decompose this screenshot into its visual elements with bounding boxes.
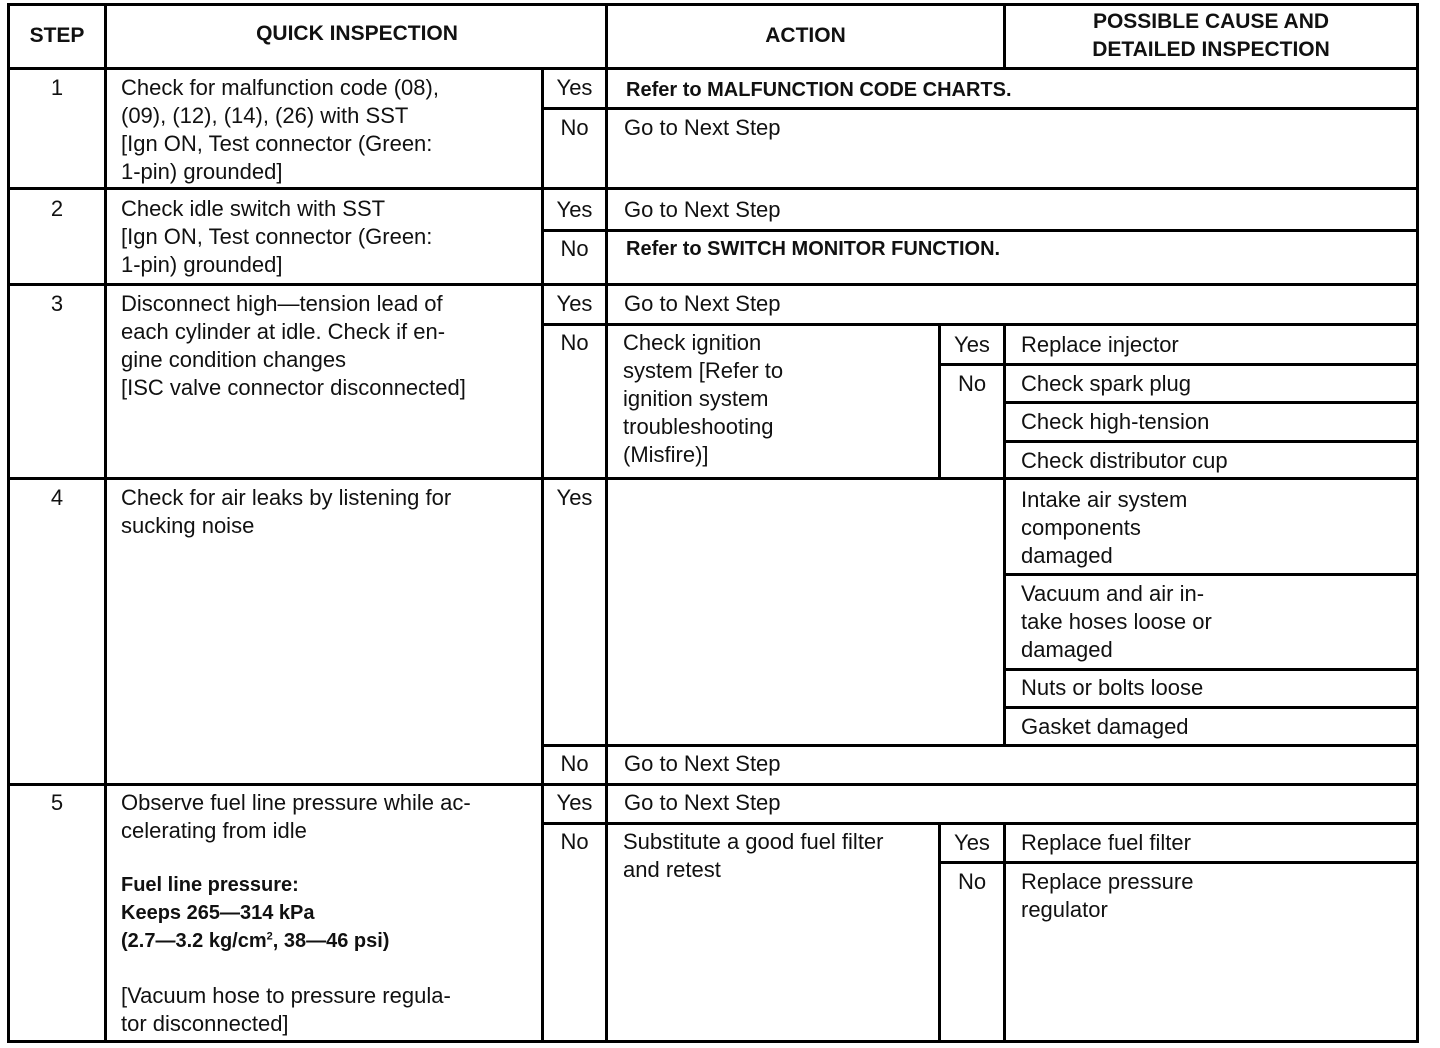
pressure-range: Keeps 265—314 kPa <box>121 902 315 924</box>
fuel-pressure-spec <box>121 871 539 955</box>
action-text: Go to Next Step <box>624 751 781 776</box>
action-text: Go to Next Step <box>624 115 781 140</box>
rule-step4-yes-bottom <box>541 744 1419 747</box>
cause-text: Gasket damaged <box>1021 714 1189 739</box>
yes-label: Yes <box>556 75 593 100</box>
step-note: [Vacuum hose to pressure regula- tor disconnected] <box>121 983 451 1036</box>
sub-yes-label: Yes <box>954 332 990 357</box>
rule-step2-bottom <box>7 283 1419 286</box>
step-inspection: Check idle switch with SST [Ign ON, Test connector (Green: 1-pin) grounded] <box>121 196 433 277</box>
cause-text: Vacuum and air in- take hoses loose or damaged <box>1021 581 1212 662</box>
sub-no-label: No <box>957 869 987 894</box>
header-action: ACTION <box>765 24 846 47</box>
cause-text: Check distributor cup <box>1021 448 1228 473</box>
rule-step5-yes <box>541 822 1419 825</box>
step-inspection: Check for malfunction code (08), (09), (12), (14), (26) with SST [Ign ON, Test connector (Green: 1-pin) grounded] <box>121 75 439 184</box>
rule-step4-bottom <box>7 783 1419 786</box>
rule-bottom <box>7 1040 1419 1043</box>
step-inspection: Disconnect high—tension lead of each cylinder at idle. Check if en- gine condition changes [ISC valve connector disconnected] <box>121 291 466 400</box>
sub-yes-label: Yes <box>954 830 990 855</box>
action-text: Refer to MALFUNCTION CODE CHARTS. <box>626 79 1012 101</box>
action-text: Refer to SWITCH MONITOR FUNCTION. <box>626 238 1001 260</box>
no-label: No <box>560 115 589 140</box>
header-possible-cause-1: POSSIBLE CAUSE AND <box>1092 10 1330 33</box>
step-number: 4 <box>50 485 64 510</box>
rule-step3-cause1 <box>938 363 1419 366</box>
yes-label: Yes <box>556 291 593 316</box>
step-number: 3 <box>50 291 64 316</box>
action-text: Go to Next Step <box>624 197 781 222</box>
action-text: Go to Next Step <box>624 790 781 815</box>
yes-label: Yes <box>556 197 593 222</box>
header-step: STEP <box>29 24 85 47</box>
no-label: No <box>560 829 589 854</box>
yes-label: Yes <box>556 485 593 510</box>
step-inspection: Check for air leaks by listening for sucking noise <box>121 485 452 538</box>
sub-no-label: No <box>957 371 987 396</box>
cause-text: Check spark plug <box>1021 371 1191 396</box>
rule-after-yesno <box>605 3 608 1043</box>
rule-step5-sub-b <box>1003 822 1006 1043</box>
rule-step1-yes <box>541 107 1419 110</box>
no-label: No <box>560 330 589 355</box>
step-number: 1 <box>50 75 64 100</box>
pressure-superscript: 2 <box>266 930 273 943</box>
rule-step3-yes <box>541 323 1419 326</box>
rule-step4-cause2 <box>1003 668 1419 671</box>
rule-header-bottom <box>7 67 1419 70</box>
cause-text: Replace pressure regulator <box>1021 869 1194 922</box>
header-possible-cause-2: DETAILED INSPECTION <box>1092 38 1330 61</box>
pressure-title: Fuel line pressure: <box>121 874 299 896</box>
no-label: No <box>560 751 589 776</box>
cause-text: Replace injector <box>1021 332 1179 357</box>
rule-step3-cause2 <box>1003 401 1419 404</box>
cause-text: Replace fuel filter <box>1021 830 1191 855</box>
rule-after-step <box>104 3 107 1043</box>
pressure-units-b: , 38—46 psi) <box>272 930 390 952</box>
pressure-units <box>121 927 539 955</box>
step-number: 2 <box>50 196 64 221</box>
rule-step2-yes <box>541 229 1419 232</box>
cause-text: Nuts or bolts loose <box>1021 675 1204 700</box>
step-number: 5 <box>50 790 64 815</box>
cause-text: Check high-tension <box>1021 409 1210 434</box>
header-quick-inspection: QUICK INSPECTION <box>256 22 458 45</box>
pressure-units-a: (2.7—3.2 kg/cm <box>121 930 267 952</box>
no-label: No <box>560 236 589 261</box>
action-text: Substitute a good fuel filter and retest <box>623 829 884 882</box>
action-text: Go to Next Step <box>624 291 781 316</box>
rule-right <box>1416 3 1419 1043</box>
rule-left <box>7 3 10 1043</box>
rule-step3-sub-b <box>1003 323 1006 480</box>
rule-step4-cause <box>1003 477 1006 747</box>
rule-step4-cause1 <box>1003 573 1419 576</box>
yes-label: Yes <box>556 790 593 815</box>
rule-top <box>7 3 1419 6</box>
rule-step3-bottom <box>7 477 1419 480</box>
rule-step1-bottom <box>7 187 1419 190</box>
rule-step3-cause3 <box>1003 440 1419 443</box>
cause-text: Intake air system components damaged <box>1021 487 1188 568</box>
action-text: Check ignition system [Refer to ignition system troubleshooting (Misfire)] <box>623 330 784 467</box>
rule-step4-cause3 <box>1003 706 1419 709</box>
rule-step5-sub <box>938 861 1419 864</box>
step-inspection: Observe fuel line pressure while ac- celerating from idle <box>121 790 471 843</box>
